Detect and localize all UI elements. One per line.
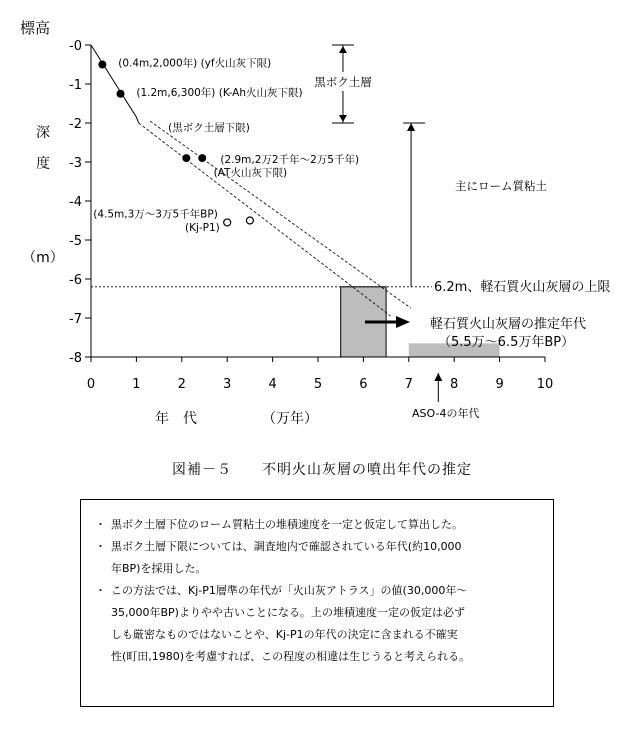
aso4-label: ASO-4の年代 — [412, 407, 480, 420]
x-tick-label: 5 — [313, 377, 323, 392]
y-axis-vertical-label: 度 — [36, 156, 50, 172]
y-tick-label: -2 — [69, 117, 82, 132]
pumice-upper-limit-label: 6.2m、軽石質火山灰層の上限 — [434, 279, 611, 295]
y-tick-label: -7 — [69, 312, 82, 327]
pumice-age-label: 軽石質火山灰層の推定年代 — [430, 317, 587, 332]
note-bullet: ・ — [95, 518, 106, 531]
point-annotation: (4.5m,3万～3万5千年BP) — [93, 208, 218, 221]
kuroboku-arrow-up-icon — [339, 46, 347, 53]
y-tick-label: -1 — [69, 78, 82, 93]
x-tick-label: 2 — [177, 377, 186, 392]
y-tick-label: -3 — [69, 156, 82, 171]
data-point-open — [246, 217, 253, 224]
pumice-age-range-label: （5.5万～6.5万年BP） — [438, 335, 575, 350]
data-point-filled — [198, 154, 206, 162]
point-annotation: (AT火山灰下限) — [213, 166, 288, 179]
pumice-arrow-right-icon — [396, 316, 410, 328]
aso4-arrow-up-icon — [434, 373, 442, 381]
x-tick-label: 1 — [132, 377, 141, 392]
x-tick-label: 9 — [495, 377, 504, 392]
y-tick-label: -8 — [69, 351, 82, 366]
note-text-3: この方法では、Kj-P1層準の年代が「火山灰アトラス」の値(30,000年～ 35,000年BP)よりやや古いことになる。上の堆積速度一定の仮定は必ず しも厳密なものではないことや、Kj-P1の年代の決定に含まれる不確実 性(町田,1980)を考慮すれば、この程度の相違は生じうると考えられる。 — [111, 584, 471, 663]
note-bullet: ・ — [95, 584, 106, 597]
note-text-1: 黒ボク土層下位のローム質粘土の堆積速度を一定と仮定して算出した。 — [111, 518, 463, 531]
x-tick-label: 8 — [450, 377, 459, 392]
point-annotation: (Kj-P1) — [184, 222, 220, 235]
x-tick-label: 0 — [86, 377, 96, 392]
figure-caption: 図補－５ 不明火山灰層の噴出年代の推定 — [172, 462, 472, 478]
point-annotation: (黒ボク土層下限) — [168, 121, 250, 134]
loam-arrow-up-icon — [407, 123, 415, 131]
x-axis-label: 年 代 — [155, 411, 197, 427]
y-tick-label: -5 — [69, 234, 82, 249]
note-item-3 — [95, 580, 543, 668]
y-tick-label: -6 — [69, 273, 82, 288]
data-point-filled — [117, 90, 125, 98]
x-tick-label: 10 — [536, 377, 554, 392]
note-item-2 — [95, 536, 543, 580]
point-annotation: (2.9m,2万2千年～2万5千年) — [220, 153, 360, 166]
kuroboku-label: 黒ボク土層 — [314, 75, 372, 89]
data-point-filled — [182, 154, 190, 162]
y-axis-vertical-label: （m） — [22, 250, 64, 266]
y-tick-label: -4 — [69, 195, 82, 210]
x-axis-unit: （万年） — [262, 411, 318, 427]
x-tick-label: 4 — [268, 377, 277, 392]
y-axis-vertical-label: 深 — [36, 125, 50, 141]
notes-box — [80, 499, 554, 707]
kuroboku-arrow-down-icon — [339, 115, 347, 122]
point-annotation: (0.4m,2,000年) (yf火山灰下限) — [118, 57, 272, 70]
point-annotation: (1.2m,6,300年) (K-Ah火山灰下限) — [136, 86, 303, 99]
note-bullet: ・ — [95, 540, 106, 553]
x-tick-label: 3 — [223, 377, 232, 392]
data-point-filled — [98, 61, 106, 69]
data-point-open — [224, 219, 231, 226]
note-text-2: 黒ボク土層下限については、調査地内で確認されている年代(約10,000 年BP)を採用した。 — [111, 540, 462, 575]
note-item-1 — [95, 514, 543, 536]
y-axis-top-label: 標高 — [20, 19, 51, 37]
y-tick-label: -0 — [69, 39, 82, 54]
x-tick-label: 6 — [359, 377, 368, 392]
loam-label: 主にローム質粘土 — [455, 179, 547, 193]
x-tick-label: 7 — [404, 377, 413, 392]
